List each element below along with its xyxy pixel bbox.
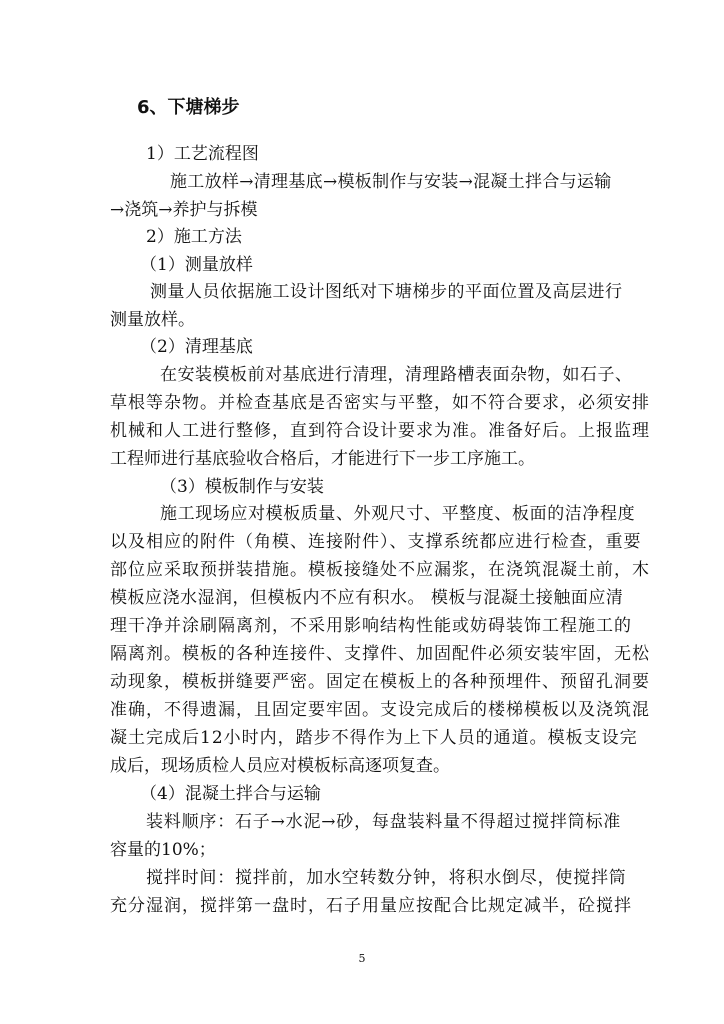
paragraph-line: （1）测量放样: [140, 255, 253, 275]
paragraph-line: 以及相应的附件（角模、连接附件）、支撑系统都应进行检查，重要: [110, 532, 642, 552]
section-title: 6、下塘梯步: [137, 97, 240, 118]
paragraph-line: 动现象，模板拼缝要严密。固定在模板上的各种预埋件、预留孔洞要: [110, 672, 650, 692]
paragraph-line: →浇筑→养护与拆模: [110, 200, 258, 220]
paragraph-line: 施工放样→清理基底→模板制作与安装→混凝土拌合与运输: [170, 172, 612, 192]
paragraph-line: 2）施工方法: [146, 227, 242, 247]
paragraph-line: （3）模板制作与安装: [160, 477, 324, 497]
paragraph-line: 准确，不得遗漏，且固定要牢固。支设完成后的楼梯模板以及浇筑混: [110, 700, 650, 720]
paragraph-line: 部位应采取预拼装措施。模板接缝处不应漏浆，在浇筑混凝土前，木: [110, 560, 650, 580]
paragraph-line: 容量的10%；: [110, 840, 216, 860]
paragraph-line: 凝土完成后12小时内，踏步不得作为上下人员的通道。模板支设完: [110, 728, 638, 748]
paragraph-line: 隔离剂。模板的各种连接件、支撑件、加固配件必须安装牢固，无松: [110, 644, 650, 664]
paragraph-line: 草根等杂物。并检查基底是否密实与平整，如不符合要求，必须安排: [110, 393, 650, 413]
paragraph-line: 模板应浇水湿润，但模板内不应有积水。 模板与混凝土接触面应清: [110, 588, 624, 608]
page-number: 5: [358, 952, 366, 965]
paragraph-line: （4）混凝土拌合与运输: [140, 784, 321, 804]
paragraph-line: 测量人员依据施工设计图纸对下塘梯步的平面位置及高层进行: [150, 282, 623, 302]
paragraph-line: 测量放样。: [110, 310, 195, 330]
paragraph-line: 理干净并涂刷隔离剂，不采用影响结构性能或妨碍装饰工程施工的: [110, 616, 632, 636]
paragraph-line: 搅拌时间：搅拌前，加水空转数分钟，将积水倒尽，使搅拌筒: [146, 868, 627, 888]
paragraph-line: 1）工艺流程图: [146, 144, 259, 164]
paragraph-line: 机械和人工进行整修，直到符合设计要求为准。准备好后。上报监理: [110, 421, 650, 441]
paragraph-line: 装料顺序：石子→水泥→砂，每盘装料量不得超过搅拌筒标准: [146, 812, 622, 832]
paragraph-line: 充分湿润，搅拌第一盘时，石子用量应按配合比规定减半，砼搅拌: [110, 896, 632, 916]
paragraph-line: 工程师进行基底验收合格后，才能进行下一步工序施工。: [110, 449, 535, 469]
paragraph-line: 施工现场应对模板质量、外观尺寸、平整度、板面的洁净程度: [160, 504, 636, 524]
paragraph-line: 在安装模板前对基底进行清理，清理路槽表面杂物，如石子、: [160, 365, 633, 385]
paragraph-line: 成后，现场质检人员应对模板标高逐项复查。: [110, 756, 450, 776]
paragraph-line: （2）清理基底: [140, 337, 253, 357]
